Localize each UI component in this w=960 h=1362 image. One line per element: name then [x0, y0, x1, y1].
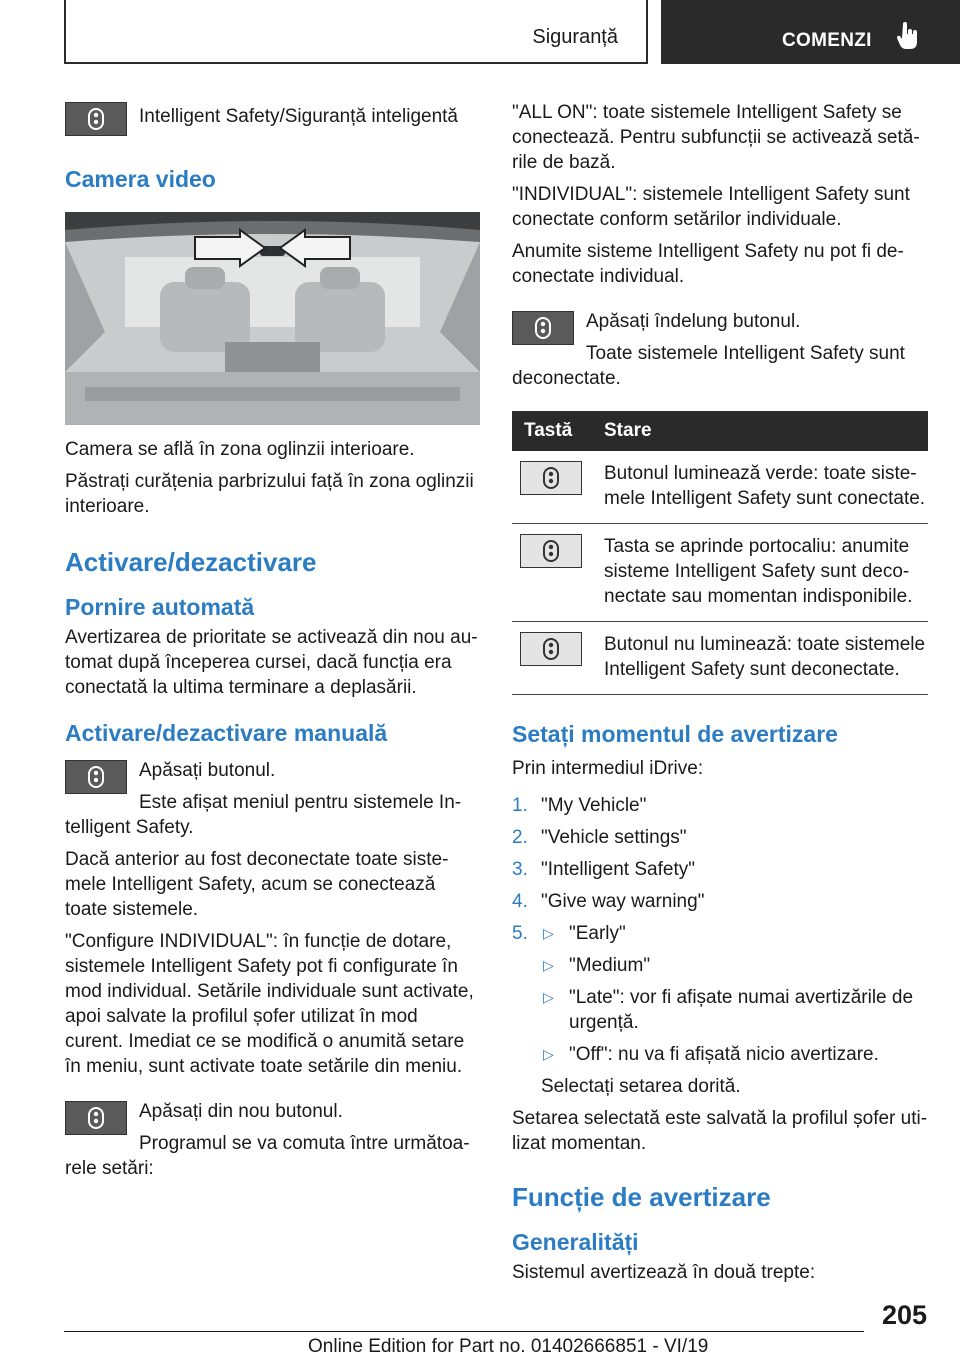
- press-button-block: [65, 758, 480, 840]
- table-row: [512, 622, 928, 695]
- step-number: 5.: [512, 923, 528, 944]
- intro-line: Intelligent Safety/Siguranță inteligentă: [139, 106, 458, 127]
- general-heading: Generalități: [512, 1229, 639, 1255]
- list-item: [512, 793, 928, 818]
- camera-heading: Camera video: [65, 166, 216, 192]
- option-text: "Off": nu va fi afișată nicio avertizare.: [569, 1044, 879, 1065]
- triangle-bullet-icon: ▷: [543, 957, 554, 973]
- via-idrive-text: Prin intermediul iDrive:: [512, 758, 704, 779]
- all-on-text: "ALL ON": toate sistemele Intelligent Safety se conectează. Pentru subfuncții se activează setările de bază.: [512, 102, 920, 173]
- intelligent-safety-button-icon: [65, 760, 127, 794]
- key-state-table: [512, 411, 928, 695]
- warning-function-heading: Funcție de avertizare: [512, 1182, 771, 1212]
- step-text: "Give way warning": [541, 891, 705, 912]
- table-cell-state: Tasta se aprinde portocaliu: anumite sisteme Intelligent Safety sunt deconectate sau momentan indisponibile.: [604, 524, 928, 622]
- steps-list: [512, 793, 928, 1099]
- individual-text: "INDIVIDUAL": sistemele Intelligent Safety sunt conectate conform setărilor individuale.: [512, 184, 910, 230]
- option-item: [541, 1042, 928, 1067]
- page-number: 205: [881, 1300, 927, 1330]
- auto-start-heading: Pornire automată: [65, 594, 255, 620]
- intelligent-safety-button-icon: [65, 1101, 127, 1135]
- manual-heading: Activare/dezactivare manuală: [65, 720, 388, 746]
- right-column: [512, 100, 928, 1285]
- footer-edition: Online Edition for Part no. 01402666851 - VI/19: [308, 1336, 709, 1357]
- some-systems-text: Anumite sisteme Intelligent Safety nu pot fi deconectate individual.: [512, 241, 904, 287]
- header-chapter-tab[interactable]: [661, 0, 960, 64]
- camera-location-text: Camera se află în zona oglinzii interioare.: [65, 439, 415, 460]
- table-header-key: Tastă: [512, 411, 604, 451]
- option-text: "Medium": [569, 955, 651, 976]
- option-text: "Late": vor fi afișate numai avertizările de urgență.: [569, 987, 914, 1033]
- auto-start-text: Avertizarea de prioritate se activează din nou automat după începerea cursei, dacă funcția era conectată la ultima terminare a deplasării.: [65, 627, 478, 698]
- step-text: "Intelligent Safety": [541, 859, 695, 880]
- list-item: [512, 825, 928, 850]
- activation-heading: Activare/dezactivare: [65, 547, 317, 577]
- triangle-bullet-icon: ▷: [543, 925, 554, 941]
- step-number: 2.: [512, 827, 528, 848]
- table-header-row: [512, 411, 928, 451]
- intelligent-safety-button-icon: [520, 632, 582, 666]
- table-header-state: Stare: [604, 411, 928, 451]
- table-row: [512, 524, 928, 622]
- camera-clean-text: Păstrați curățenia parbrizului față în zona oglinzii interioare.: [65, 471, 474, 517]
- press-again-text: Apăsați din nou butonul.: [139, 1101, 343, 1122]
- list-item: [512, 889, 928, 914]
- header-section-tab: [64, 0, 648, 64]
- two-stages-text: Sistemul avertizează în două trepte:: [512, 1262, 816, 1283]
- long-press-block: [512, 309, 928, 391]
- triangle-bullet-icon: ▷: [543, 1046, 554, 1062]
- triangle-bullet-icon: ▷: [543, 989, 554, 1005]
- menu-shown-text: Este afișat meniul pentru sistemele Intelligent Safety.: [65, 792, 462, 838]
- list-item: [512, 857, 928, 882]
- press-button-text: Apăsați butonul.: [139, 760, 276, 781]
- list-item: [512, 921, 928, 1099]
- header-section-title: Siguranță: [532, 26, 618, 48]
- intelligent-safety-row: [65, 100, 480, 136]
- table-cell-state: Butonul nu luminează: toate sistemele Intelligent Safety sunt deconectate.: [604, 622, 928, 695]
- table-cell-key: [512, 524, 604, 622]
- previously-text: Dacă anterior au fost deconectate toate sistemele Intelligent Safety, acum se conectează toate sistemele.: [65, 849, 449, 920]
- step-text: "My Vehicle": [541, 795, 647, 816]
- table-row: [512, 451, 928, 524]
- program-switch-text: Programul se va comuta între următoarele setări:: [65, 1133, 470, 1179]
- intelligent-safety-button-icon: [520, 534, 582, 568]
- option-item: [541, 921, 928, 946]
- all-off-text: Toate sistemele Intelligent Safety sunt deconectate.: [512, 343, 905, 389]
- footer-divider: [64, 1331, 864, 1332]
- camera-location-photo: [65, 212, 480, 425]
- intelligent-safety-button-icon: [520, 461, 582, 495]
- step-text: "Vehicle settings": [541, 827, 687, 848]
- long-press-text: Apăsați îndelung butonul.: [586, 311, 801, 332]
- configure-text: "Configure INDIVIDUAL": în funcție de dotare, sistemele Intelligent Safety pot fi configurate în mod individual. Setările individuale sunt activate, apoi salvate la profilul șofer utilizat în mod curent. Imediat ce se modifică o anumită setare în meniu, sunt activate toate setările din meniu.: [65, 931, 474, 1077]
- header-chapter-label: COMENZI: [782, 30, 872, 51]
- step-number: 4.: [512, 891, 528, 912]
- saved-text: Setarea selectată este salvată la profilul șofer utilizat momentan.: [512, 1108, 928, 1154]
- press-again-block: [65, 1099, 480, 1181]
- left-column: [65, 100, 480, 1181]
- step-number: 3.: [512, 859, 528, 880]
- step-number: 1.: [512, 795, 528, 816]
- option-text: "Early": [569, 923, 626, 944]
- hand-pointer-icon: [897, 22, 917, 50]
- select-desired-text: Selectați setarea dorită.: [541, 1076, 741, 1097]
- table-cell-state: Butonul luminează verde: toate sistemele Intelligent Safety sunt conectate.: [604, 451, 928, 524]
- table-cell-key: [512, 622, 604, 695]
- intelligent-safety-button-icon: [65, 102, 127, 136]
- intelligent-safety-button-icon: [512, 311, 574, 345]
- set-warning-time-heading: Setați momentul de avertizare: [512, 721, 838, 747]
- table-cell-key: [512, 451, 604, 524]
- options-list: [541, 921, 928, 1067]
- option-item: [541, 985, 928, 1035]
- option-item: [541, 953, 928, 978]
